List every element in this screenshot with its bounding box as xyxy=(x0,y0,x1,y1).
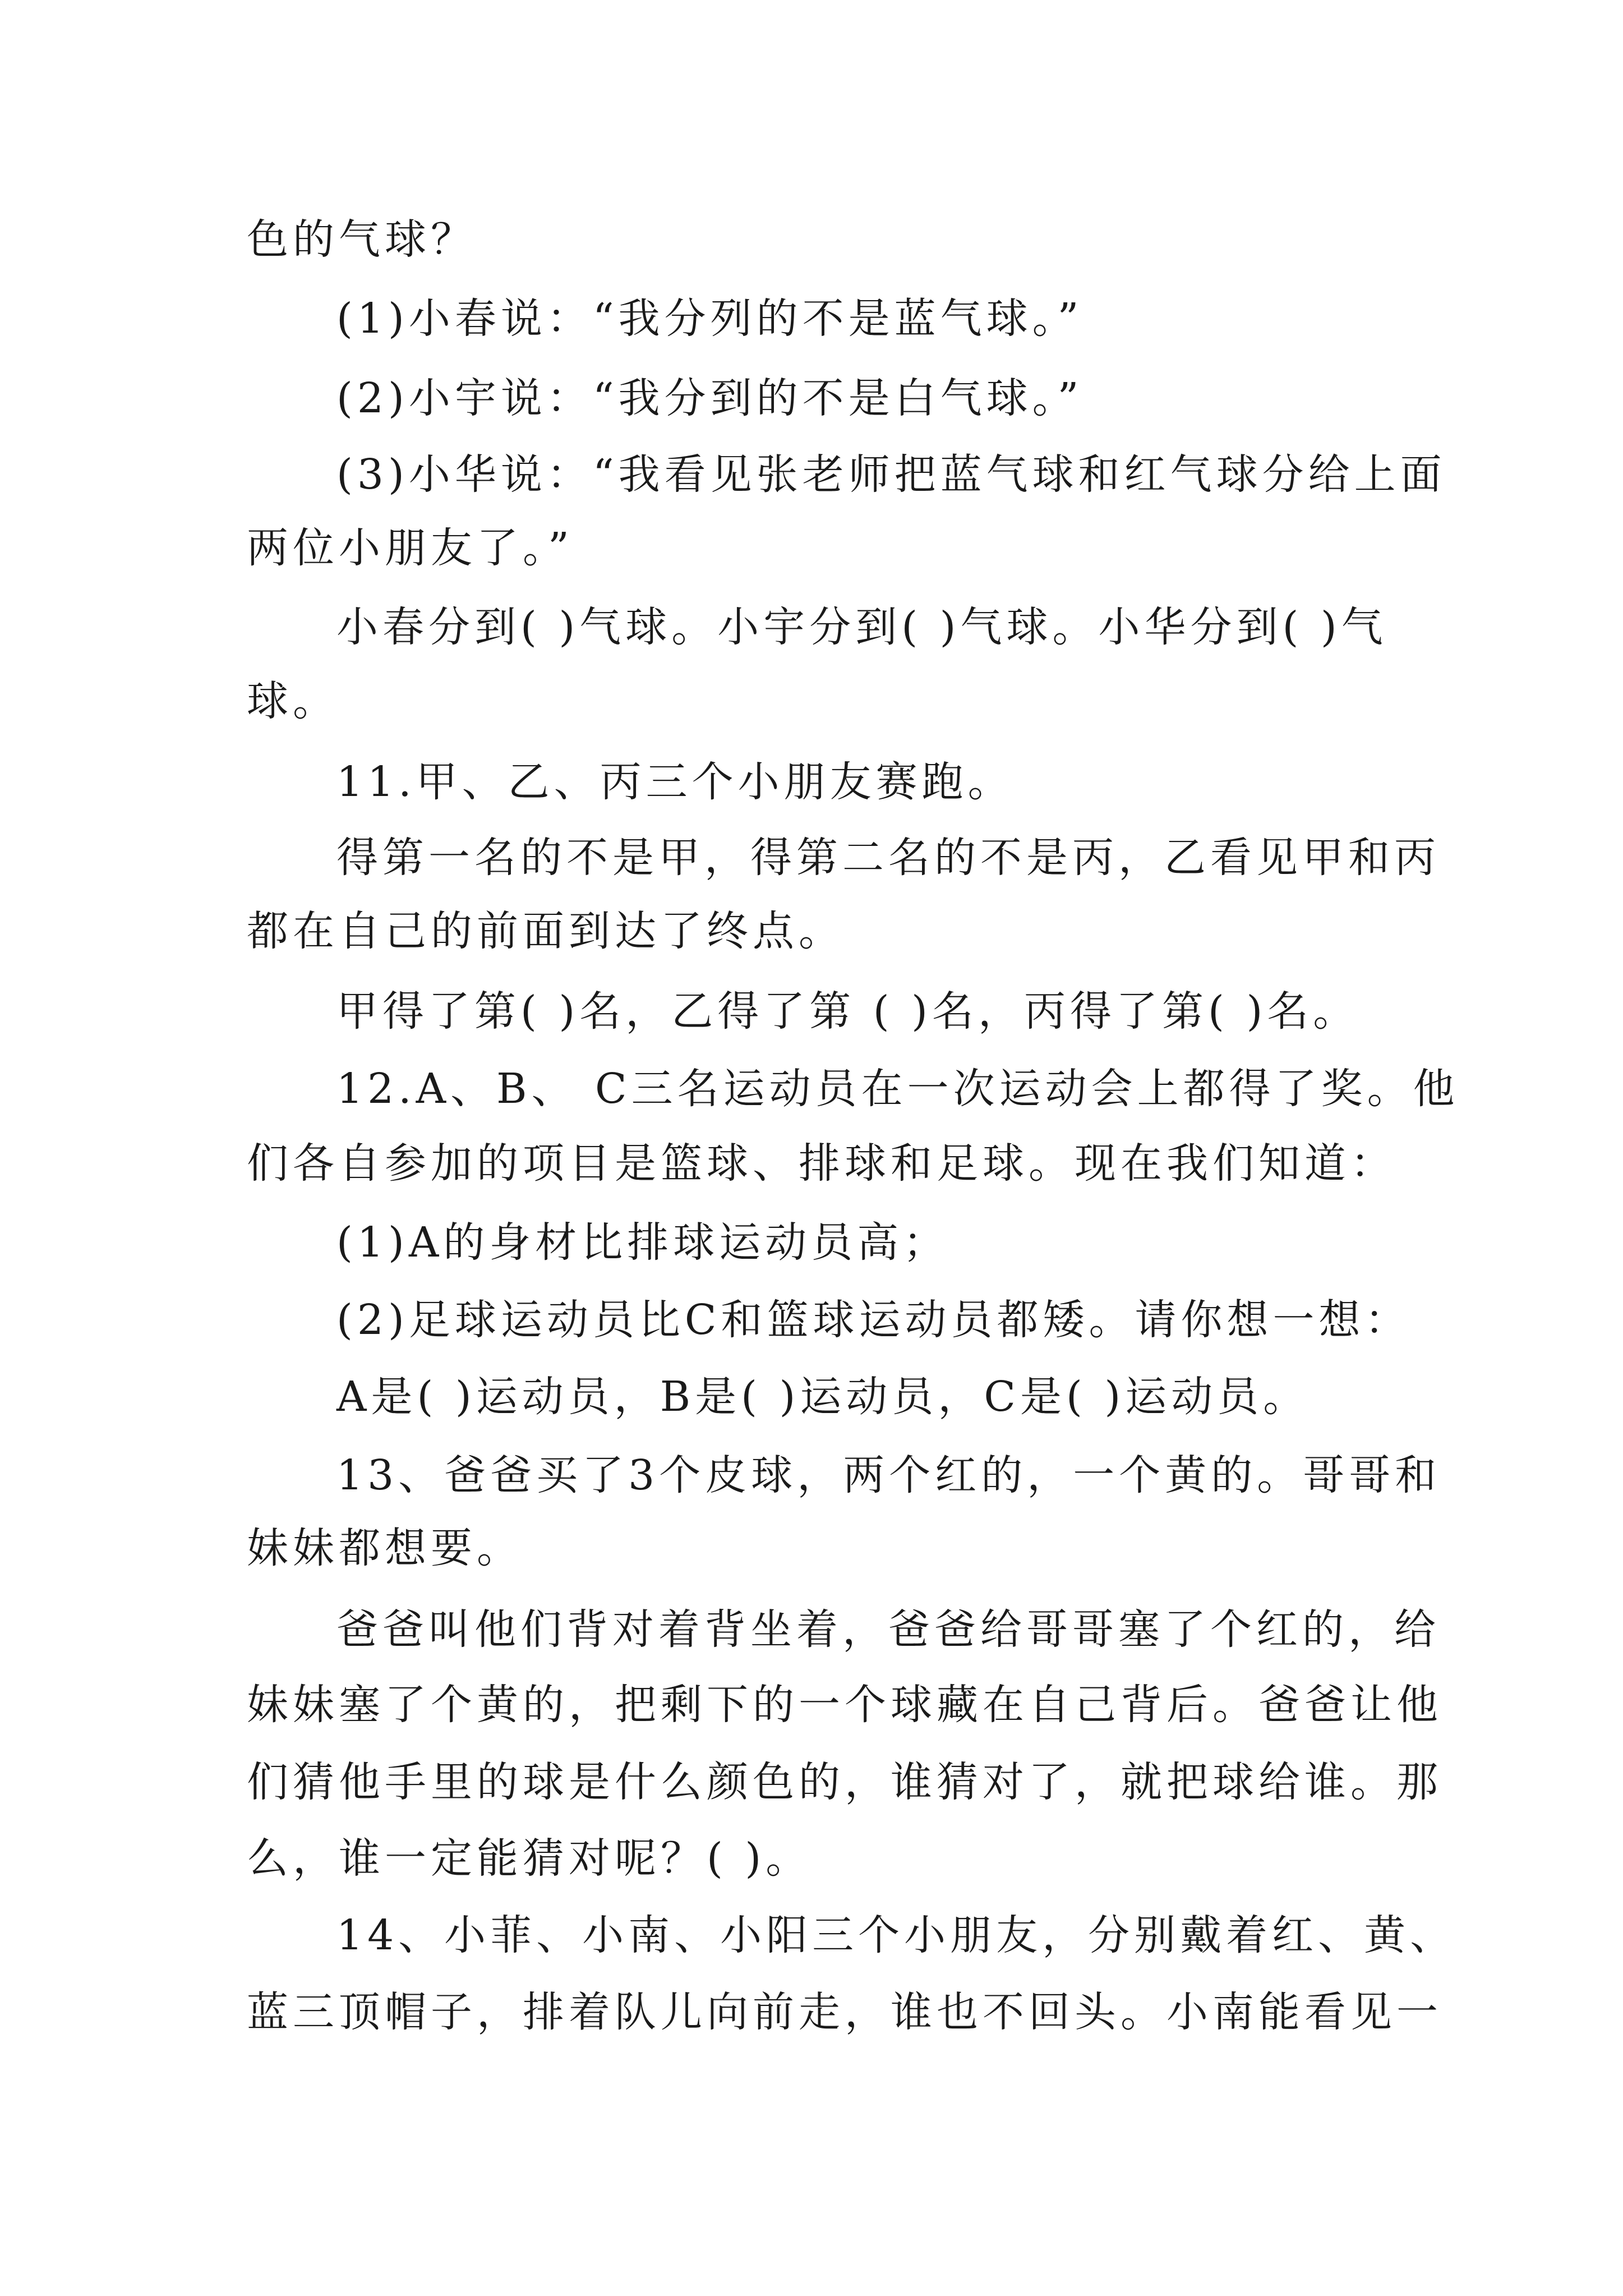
text-line: 得第一名的不是甲，得第二名的不是丙，乙看见甲和丙 xyxy=(336,834,1440,882)
text-line: 妹妹都想要。 xyxy=(247,1524,523,1572)
text-line: 色的气球？ xyxy=(247,215,477,264)
text-line: 么，谁一定能猜对呢？( )。 xyxy=(247,1834,812,1883)
text-line: 小春分到( )气球。小宇分到( )气球。小华分到( )气 xyxy=(336,603,1387,651)
text-line: 们猜他手里的球是什么颜色的，谁猜对了，就把球给谁。那 xyxy=(247,1758,1442,1806)
text-line: 13、爸爸买了3个皮球，两个红的，一个黄的。哥哥和 xyxy=(336,1451,1441,1499)
text-line: 蓝三顶帽子，排着队儿向前走，谁也不回头。小南能看见一 xyxy=(247,1988,1442,2036)
text-line: (1)小春说：“我分列的不是蓝气球。” xyxy=(336,295,1083,343)
text-line: 妹妹塞了个黄的，把剩下的一个球藏在自己背后。爸爸让他 xyxy=(247,1681,1442,1729)
text-line: 球。 xyxy=(247,677,339,725)
text-line: A是( )运动员，B是( )运动员，C是( )运动员。 xyxy=(336,1373,1310,1421)
text-line: 都在自己的前面到达了终点。 xyxy=(247,907,845,955)
text-line: 们各自参加的项目是篮球、排球和足球。现在我们知道： xyxy=(247,1139,1396,1188)
text-line: 甲得了第( )名，乙得了第 ( )名，丙得了第( )名。 xyxy=(336,987,1359,1036)
text-line: (3)小华说：“我看见张老师把蓝气球和红气球分给上面 xyxy=(336,450,1446,499)
text-line: 12.A、B、 C三名运动员在一次运动会上都得了奖。他 xyxy=(336,1065,1459,1113)
text-line: 14、小菲、小南、小阳三个小朋友，分别戴着红、黄、 xyxy=(336,1911,1456,1959)
text-line: (2)小宇说：“我分到的不是白气球。” xyxy=(336,374,1083,422)
text-line: 两位小朋友了。” xyxy=(247,524,574,572)
text-line: 11.甲、乙、丙三个小朋友赛跑。 xyxy=(336,758,1014,806)
text-line: 爸爸叫他们背对着背坐着，爸爸给哥哥塞了个红的，给 xyxy=(336,1605,1440,1654)
text-line: (2)足球运动员比C和篮球运动员都矮。请你想一想： xyxy=(336,1296,1411,1344)
text-line: (1)A的身材比排球运动员高； xyxy=(336,1218,949,1267)
